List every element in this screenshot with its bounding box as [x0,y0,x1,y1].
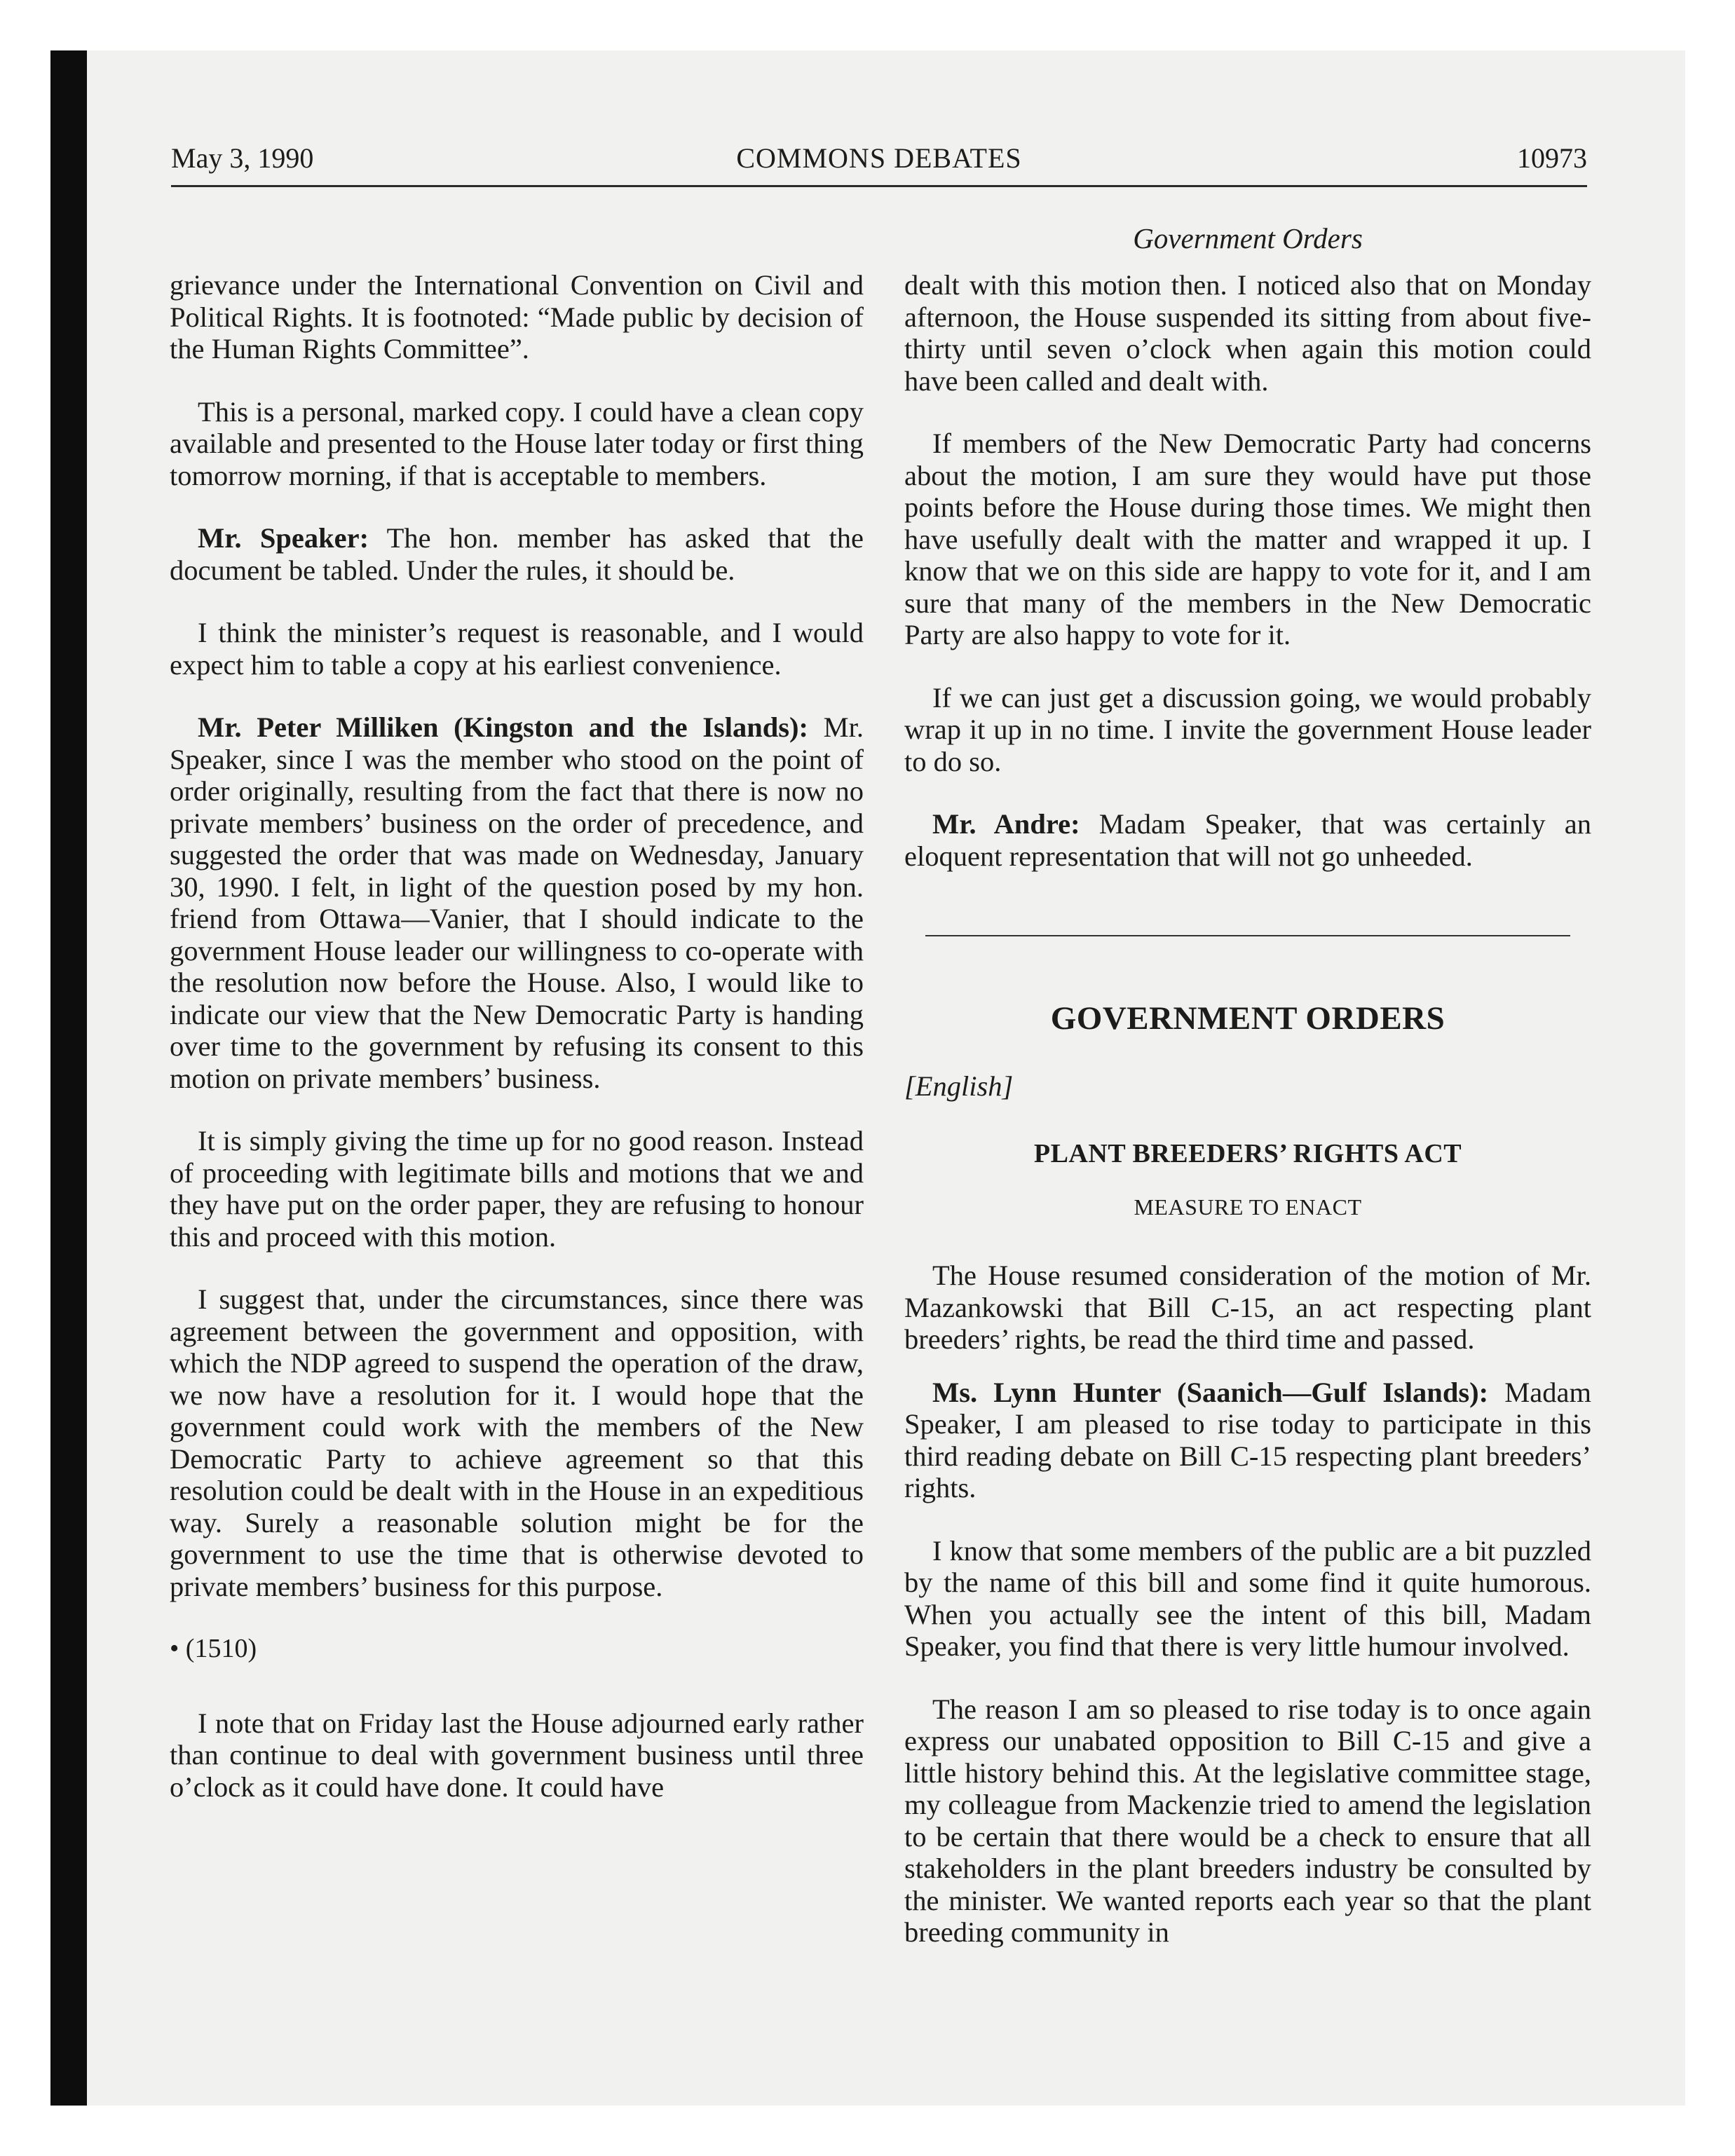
left-paragraph-7: I suggest that, under the circumstances, since there was agreement between the government and opposition, with which the NDP agreed to suspend the operation of the draw, we now have a resolution for it. I would hope that the government could work with the members of the New Democratic Party to achieve agreement so that this resolution could be dealt with in the House in an expeditious way. Surely a reasonable solution might be for the government to use the time that is otherwise devoted to private members’ business for this purpose. [170,1283,864,1602]
left-paragraph-3 [170,522,864,586]
right-paragraph-1: dealt with this motion then. I noticed also that on Monday afternoon, the House suspended its sitting from about five-thirty until seven o’clock when again this motion could have been called and dealt with. [904,269,1591,397]
left-paragraph-5 [170,711,864,1094]
right-paragraph-8: The reason I am so pleased to rise today is to once again express our unabated opposition to Bill C-15 and give a little history behind this. At the legislative committee stage, my colleague from Mackenzie tried to amend the legislation to be certain that there would be a check to ensure that all stakeholders in the plant breeders industry be consulted by the minister. We wanted reports each year so that the plant breeding community in [904,1693,1591,1948]
left-paragraph-6: It is simply giving the time up for no good reason. Instead of proceeding with legitimate bills and motions that we and they have put on the order paper, they are refusing to honour this and proceed with this motion. [170,1125,864,1253]
language-tag: [English] [904,1070,1014,1102]
time-marker: • (1510) [170,1634,257,1663]
running-head [171,137,1587,181]
left-paragraph-1: grievance under the International Convention on Civil and Political Rights. It is footnoted: “Made public by decision of the Human Rights Committee”. [170,269,864,364]
right-column [904,269,1591,1979]
right-paragraph-6 [904,1377,1591,1504]
speech-text: Madam Speaker, that was certainly an eloquent representation that will not go unheeded. [904,808,1591,872]
section-head: Government Orders [1133,222,1363,254]
speaker-name: Mr. Speaker: [198,522,369,554]
header-title: COMMONS DEBATES [736,142,1022,174]
speech-text: Mr. Speaker, since I was the member who stood on the point of order originally, resulting from the fact that there is now no private members’ business on the order of precedence, and suggested the order that was made on Wednesday, January 30, 1990. I felt, in light of the question posed by my hon. friend from Ottawa—Vanier, that I should indicate to the government House leader our willingness to co-operate with the resolution now before the House. Also, I would like to indicate our view that the New Democratic Party is handing over time to the government by refusing its consent to this motion on private members’ business. [170,711,864,1094]
right-paragraph-4 [904,808,1591,872]
binding-edge [50,50,87,2106]
right-paragraph-2: If members of the New Democratic Party had concerns about the motion, I am sure they would have put those points before the House during those times. We might then have usefully dealt with the matter and wrapped it up. I know that we on this side are happy to vote for it, and I am sure that many of the members in the New Democratic Party are also happy to vote for it. [904,428,1591,650]
right-paragraph-5: The House resumed consideration of the motion of Mr. Mazankowski that Bill C-15, an act respecting plant breeders’ rights, be read the third time and passed. [904,1260,1591,1355]
speech-text: Madam Speaker, I am pleased to rise today to participate in this third reading debate on Bill C-15 respecting plant breeders’ rights. [904,1376,1592,1503]
left-paragraph-8: I note that on Friday last the House adjourned early rather than continue to deal with government business until three o’clock as it could have done. It could have [170,1707,864,1803]
speech-text: The hon. member has asked that the document be tabled. Under the rules, it should be. [170,522,864,586]
header-page-number: 10973 [1517,142,1587,174]
header-date: May 3, 1990 [171,142,314,174]
section-heading: GOVERNMENT ORDERS [1050,1000,1445,1037]
speaker-name: Mr. Andre: [932,808,1080,840]
speaker-name: Ms. Lynn Hunter (Saanich—Gulf Islands): [932,1376,1489,1408]
left-paragraph-4: I think the minister’s request is reasonable, and I would expect him to table a copy at his earliest convenience. [170,617,864,681]
left-paragraph-2: This is a personal, marked copy. I could have a clean copy available and presented to the House later today or first thing tomorrow morning, if that is acceptable to members. [170,395,864,491]
bill-subtitle: MEASURE TO ENACT [1134,1194,1362,1220]
header-rule [171,185,1587,187]
right-paragraph-3: If we can just get a discussion going, we would probably wrap it up in no time. I invite the government House leader to do so. [904,681,1591,777]
bill-title: PLANT BREEDERS’ RIGHTS ACT [1033,1139,1462,1168]
left-column [170,269,864,1834]
speaker-name: Mr. Peter Milliken (Kingston and the Islands): [198,711,809,743]
section-divider [925,935,1570,936]
right-paragraph-7: I know that some members of the public are a bit puzzled by the name of this bill and some find it quite humorous. When you actually see the intent of this bill, Madam Speaker, you find that there is very little humour involved. [904,1534,1591,1662]
